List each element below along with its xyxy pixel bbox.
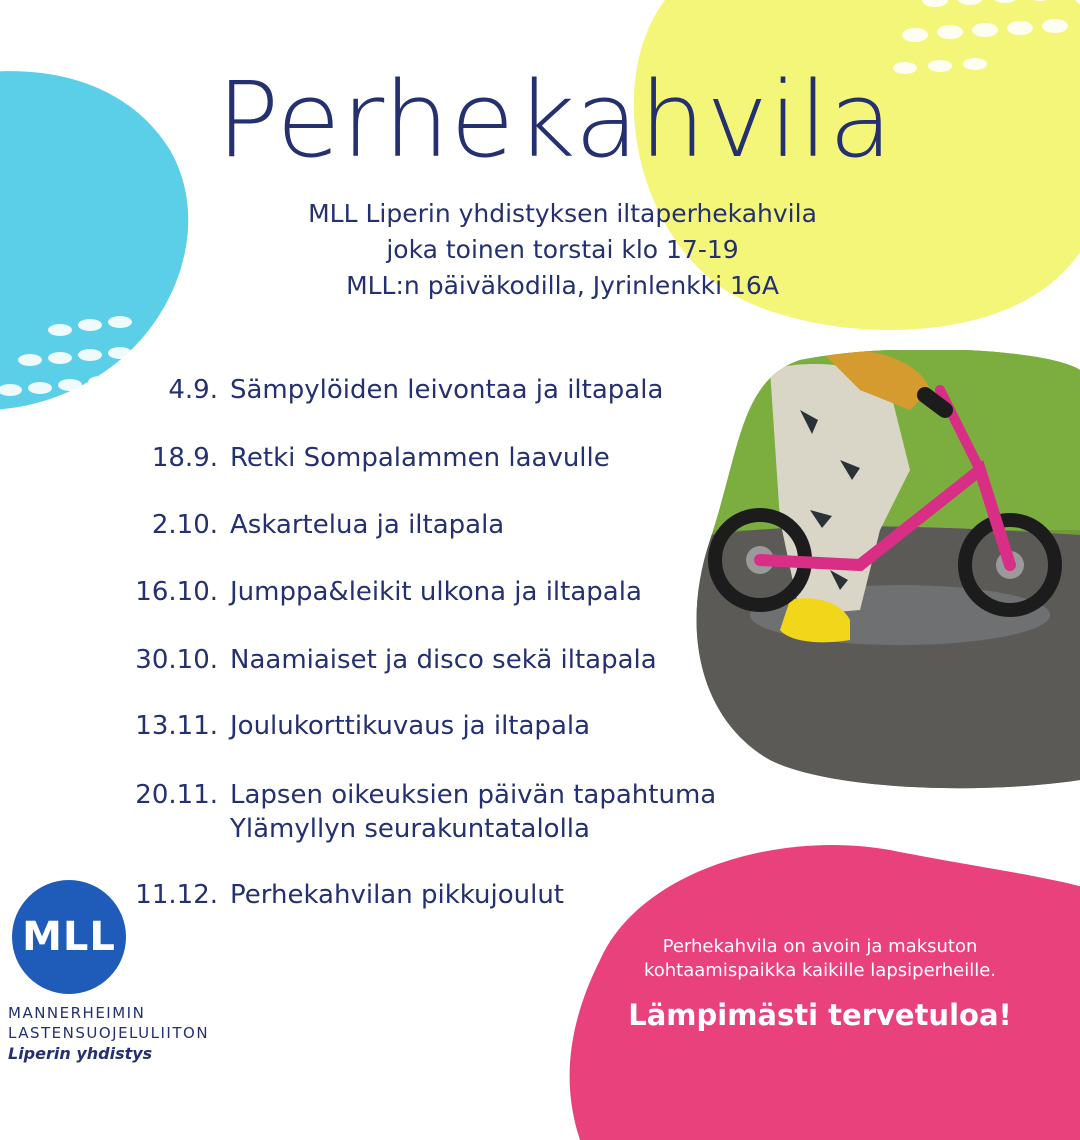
- event-description: Perhekahvilan pikkujoulut: [230, 880, 565, 910]
- event-date: 4.9.: [168, 375, 218, 405]
- logo-subtitle: Liperin yhdistys: [8, 1044, 153, 1063]
- event-description: Naamiaiset ja disco sekä iltapala: [230, 645, 657, 675]
- info-line-2: kohtaamispaikka kaikille lapsiperheille.: [643, 960, 997, 981]
- logo-line-1: MANNERHEIMIN: [8, 1004, 146, 1022]
- event-description: Retki Sompalammen laavulle: [230, 443, 610, 473]
- subtitle-block: [0, 196, 1080, 304]
- subtitle-line-3: MLL:n päiväkodilla, Jyrinlenkki 16A: [346, 271, 779, 300]
- welcome-text: Lämpimästi tervetuloa!: [628, 998, 1012, 1032]
- subtitle-line-1: MLL Liperin yhdistyksen iltaperhekahvila: [308, 199, 817, 228]
- event-description: Askartelua ja iltapala: [230, 510, 505, 540]
- event-description: Lapsen oikeuksien päivän tapahtuma: [230, 780, 717, 810]
- logo-line-2: LASTENSUOJELULIITON: [8, 1024, 210, 1042]
- event-date: 20.11.: [135, 780, 218, 810]
- mll-logo: MLL: [12, 880, 126, 994]
- event-date: 11.12.: [135, 880, 218, 910]
- event-description-line-2: Ylämyllyn seurakuntatalolla: [230, 814, 590, 844]
- page-title: Perhekahvila: [216, 59, 894, 181]
- event-date: 2.10.: [151, 510, 218, 540]
- event-description: Sämpylöiden leivontaa ja iltapala: [230, 375, 664, 405]
- event-description: Jumppa&leikit ulkona ja iltapala: [230, 577, 642, 607]
- info-line-1: Perhekahvila on avoin ja maksuton: [662, 936, 978, 957]
- event-date: 13.11.: [135, 711, 218, 741]
- event-description: Joulukorttikuvaus ja iltapala: [230, 711, 591, 741]
- event-date: 30.10.: [135, 645, 218, 675]
- subtitle-line-2: joka toinen torstai klo 17-19: [386, 235, 739, 264]
- event-date: 16.10.: [135, 577, 218, 607]
- event-date: 18.9.: [151, 443, 218, 473]
